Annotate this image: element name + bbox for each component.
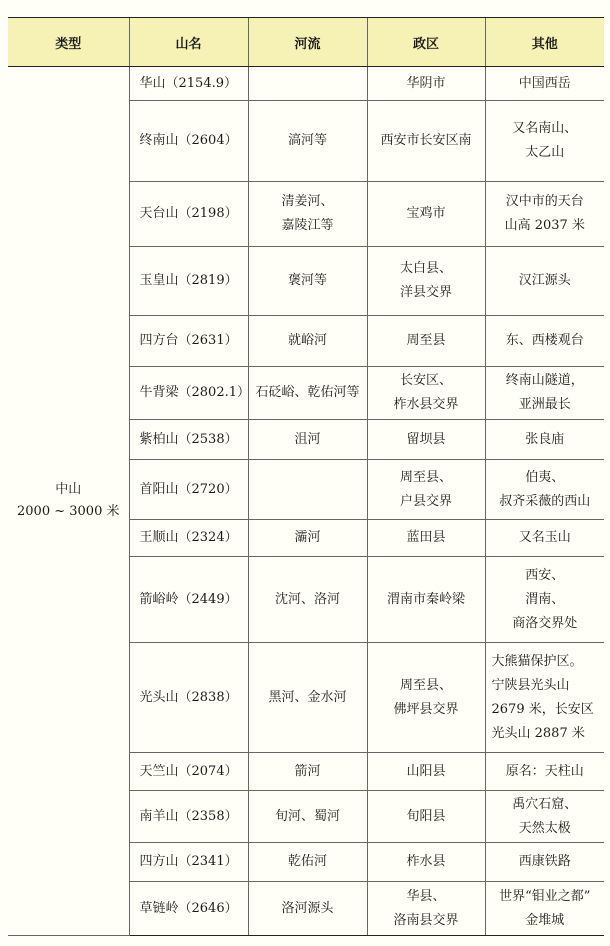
mountain-cell: 首阳山（2720） [129, 460, 248, 520]
type-cell [8, 67, 129, 936]
mountain-cell: 天台山（2198） [129, 182, 248, 247]
header-area: 政区 [367, 18, 485, 67]
table-row [8, 67, 604, 101]
area-cell: 旬阳县 [367, 791, 485, 843]
type-name: 中山 [55, 482, 82, 497]
area-cell: 华阴市 [367, 67, 485, 101]
area-cell: 周至县 [367, 316, 485, 367]
mountain-cell: 四方台（2631） [129, 316, 248, 367]
area-cell: 蓝田县 [367, 520, 485, 557]
area-cell: 宝鸡市 [367, 182, 485, 247]
area-cell: 周至县、 佛坪县交界 [367, 643, 485, 753]
river-cell: 沮河 [248, 420, 367, 460]
other-cell: 又名南山、 太乙山 [485, 101, 604, 182]
other-cell: 西康铁路 [485, 843, 604, 882]
mountain-cell: 终南山（2604） [129, 101, 248, 182]
area-cell: 华县、 洛南县交界 [367, 882, 485, 936]
other-cell: 西安、 渭南、 商洛交界处 [485, 557, 604, 643]
area-cell: 柞水县 [367, 843, 485, 882]
other-cell: 张良庙 [485, 420, 604, 460]
other-cell: 禹穴石窟、 天然太极 [485, 791, 604, 843]
river-cell: 清姜河、 嘉陵江等 [248, 182, 367, 247]
mountain-cell: 王顺山（2324） [129, 520, 248, 557]
river-cell: 箭河 [248, 753, 367, 791]
other-cell: 中国西岳 [485, 67, 604, 101]
river-cell: 石砭峪、乾佑河等 [248, 367, 367, 420]
other-cell: 伯夷、 叔齐采薇的西山 [485, 460, 604, 520]
other-cell: 东、西楼观台 [485, 316, 604, 367]
river-cell: 褒河等 [248, 247, 367, 316]
river-cell: 沈河、洛河 [248, 557, 367, 643]
header-mountain: 山名 [129, 18, 248, 67]
other-cell: 世界“钼业之都” 金堆城 [485, 882, 604, 936]
area-cell: 西安市长安区南 [367, 101, 485, 182]
mountain-cell: 天竺山（2074） [129, 753, 248, 791]
mountain-cell: 光头山（2838） [129, 643, 248, 753]
area-cell: 渭南市秦岭梁 [367, 557, 485, 643]
area-cell: 长安区、 柞水县交界 [367, 367, 485, 420]
mountain-cell: 草链岭（2646） [129, 882, 248, 936]
mountain-cell: 玉皇山（2819） [129, 247, 248, 316]
mountain-cell: 牛背梁（2802.1） [129, 367, 248, 420]
river-cell: 灞河 [248, 520, 367, 557]
other-cell: 又名玉山 [485, 520, 604, 557]
area-cell: 山阳县 [367, 753, 485, 791]
other-cell: 大熊猫保护区。 宁陕县光头山 2679 米，长安区 光头山 2887 米 [485, 643, 604, 753]
river-cell [248, 67, 367, 101]
header-row [8, 18, 604, 67]
header-other: 其他 [485, 18, 604, 67]
river-cell: 就峪河 [248, 316, 367, 367]
river-cell: 旬河、蜀河 [248, 791, 367, 843]
other-cell: 汉中市的天台 山高 2037 米 [485, 182, 604, 247]
mountain-table [8, 17, 604, 936]
type-range: 2000 ~ 3000 米 [17, 504, 120, 519]
river-cell: 乾佑河 [248, 843, 367, 882]
mountain-cell: 四方山（2341） [129, 843, 248, 882]
area-cell: 留坝县 [367, 420, 485, 460]
area-cell: 周至县、 户县交界 [367, 460, 485, 520]
header-type: 类型 [8, 18, 129, 67]
river-cell: 洛河源头 [248, 882, 367, 936]
mountain-cell: 紫柏山（2538） [129, 420, 248, 460]
other-cell: 原名：天柱山 [485, 753, 604, 791]
mountain-cell: 华山（2154.9） [129, 67, 248, 101]
other-cell: 汉江源头 [485, 247, 604, 316]
river-cell: 滈河等 [248, 101, 367, 182]
area-cell: 太白县、 洋县交界 [367, 247, 485, 316]
mountain-cell: 南羊山（2358） [129, 791, 248, 843]
mountain-cell: 箭峪岭（2449） [129, 557, 248, 643]
river-cell: 黑河、金水河 [248, 643, 367, 753]
other-cell: 终南山隧道， 亚洲最长 [485, 367, 604, 420]
river-cell [248, 460, 367, 520]
header-river: 河流 [248, 18, 367, 67]
